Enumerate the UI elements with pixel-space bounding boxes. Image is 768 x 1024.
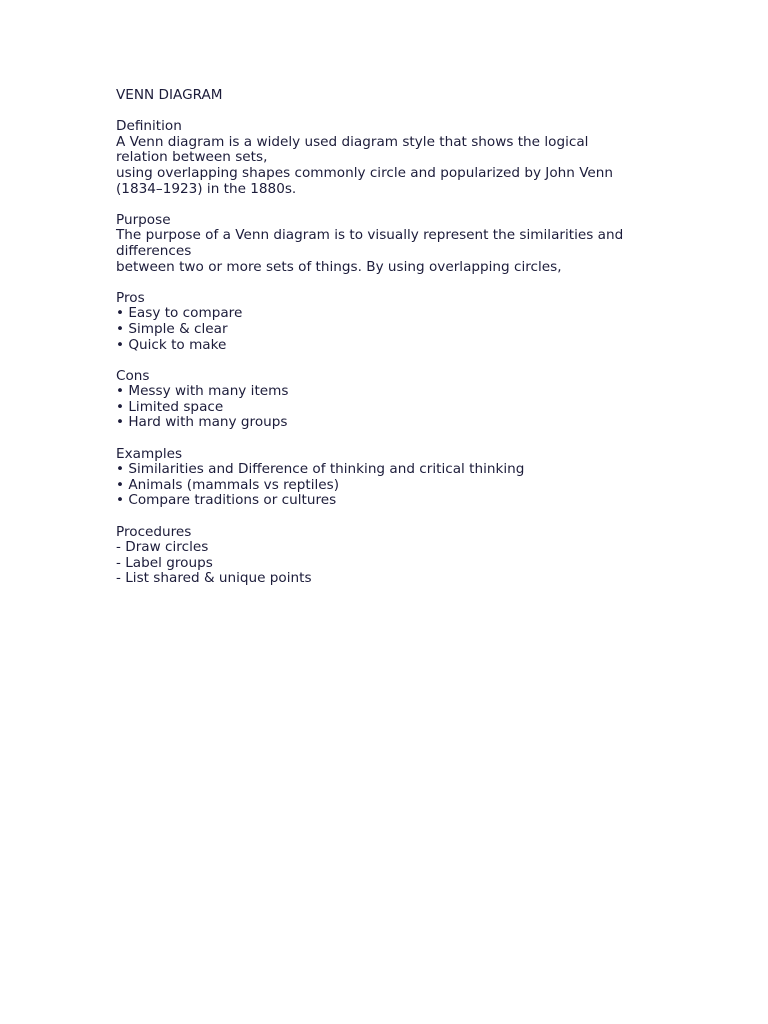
procedures-heading: Procedures (116, 523, 192, 540)
examples-section (116, 447, 676, 509)
pros-item: • Easy to compare (116, 305, 243, 322)
spacer (116, 431, 676, 447)
pros-item: • Simple & clear (116, 320, 228, 337)
spacer (116, 104, 676, 120)
purpose-line: between two or more sets of things. By using overlapping circles, (116, 258, 562, 275)
purpose-section (116, 213, 676, 275)
definition-line: using overlapping shapes commonly circle and popularized by John Venn (116, 164, 614, 181)
spacer (116, 509, 676, 525)
cons-section (116, 369, 676, 431)
cons-item: • Limited space (116, 398, 224, 415)
definition-heading: Definition (116, 118, 182, 135)
pros-item: • Quick to make (116, 336, 227, 353)
examples-heading: Examples (116, 445, 183, 462)
pros-section (116, 291, 676, 353)
definition-line: relation between sets, (116, 149, 268, 166)
purpose-heading: Purpose (116, 211, 171, 228)
definition-line: (1834–1923) in the 1880s. (116, 180, 297, 197)
cons-item: • Messy with many items (116, 383, 289, 400)
pros-heading: Pros (116, 289, 145, 306)
purpose-line: The purpose of a Venn diagram is to visually represent the similarities and (116, 227, 624, 244)
cons-heading: Cons (116, 367, 150, 384)
definition-section (116, 119, 676, 197)
procedures-section (116, 525, 676, 587)
procedures-item: - List shared & unique points (116, 570, 312, 587)
spacer (116, 353, 676, 369)
document-title: VENN DIAGRAM (116, 87, 223, 103)
definition-line: A Venn diagram is a widely used diagram style that shows the logical (116, 133, 589, 150)
procedures-item: - Draw circles (116, 539, 209, 556)
examples-item: • Similarities and Difference of thinking and critical thinking (116, 461, 525, 478)
cons-item: • Hard with many groups (116, 414, 288, 431)
document-page (116, 88, 676, 587)
spacer (116, 275, 676, 291)
examples-item: • Animals (mammals vs reptiles) (116, 476, 340, 493)
purpose-line: differences (116, 242, 192, 259)
examples-item: • Compare traditions or cultures (116, 492, 337, 509)
spacer (116, 197, 676, 213)
procedures-item: - Label groups (116, 554, 213, 571)
